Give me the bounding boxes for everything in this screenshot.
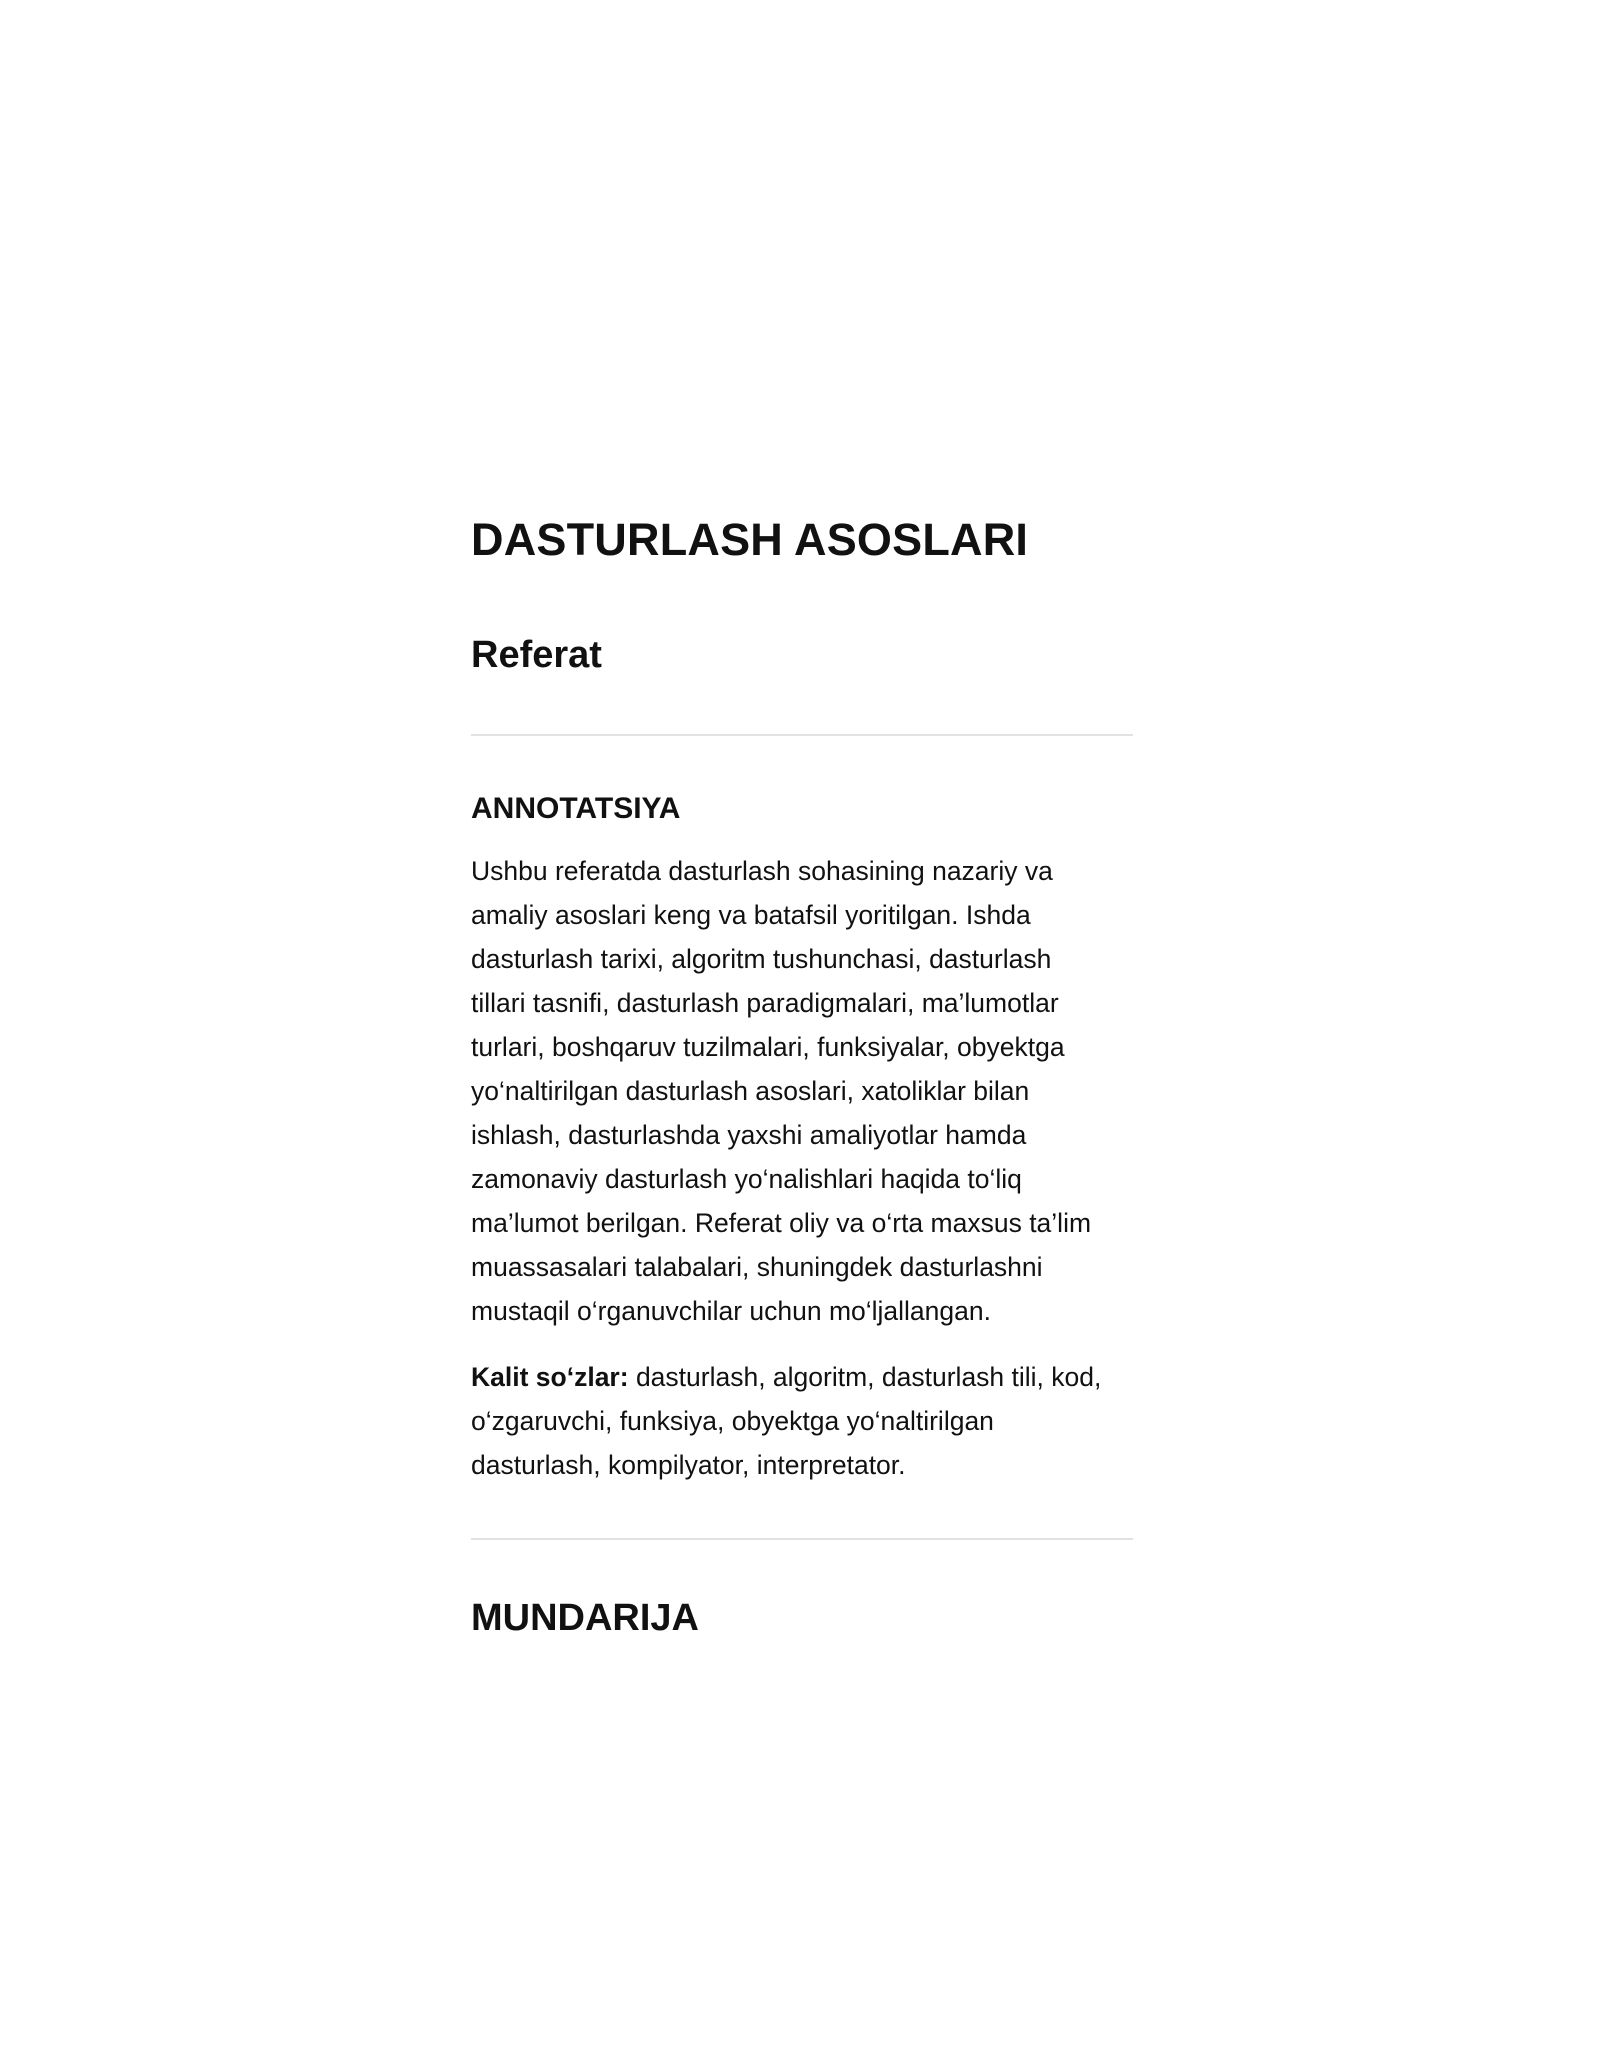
annotation-line: turlari, boshqaruv tuzilmalari, funksiyalar, obyektga (471, 1032, 1065, 1062)
document-title: DASTURLASH ASOSLARI (471, 514, 1029, 565)
keywords-paragraph (471, 1355, 1133, 1487)
keywords-text: dasturlash, algoritm, dasturlash tili, kod, (628, 1362, 1102, 1392)
annotation-line: amaliy asoslari keng va batafsil yoritilgan. Ishda (471, 900, 1031, 930)
annotation-line: mustaqil o‘rganuvchilar uchun mo‘ljallangan. (471, 1296, 991, 1326)
annotation-line: Ushbu referatda dasturlash sohasining nazariy va (471, 856, 1053, 886)
annotation-line: yo‘naltirilgan dasturlash asoslari, xatoliklar bilan (471, 1076, 1030, 1106)
keywords-line: o‘zgaruvchi, funksiya, obyektga yo‘naltirilgan (471, 1406, 994, 1436)
annotation-line: dasturlash tarixi, algoritm tushunchasi, dasturlash (471, 944, 1052, 974)
annotation-paragraph (471, 849, 1133, 1333)
section-divider-top (471, 734, 1133, 736)
annotation-line: ishlash, dasturlashda yaxshi amaliyotlar hamda (471, 1120, 1027, 1150)
document-subtitle: Referat (471, 634, 602, 676)
annotation-line: zamonaviy dasturlash yo‘nalishlari haqida to‘liq (471, 1164, 1022, 1194)
annotation-line: muassasalari talabalari, shuningdek dasturlashni (471, 1252, 1043, 1282)
section-divider-bottom (471, 1538, 1133, 1540)
keywords-line: dasturlash, kompilyator, interpretator. (471, 1450, 906, 1480)
annotation-line: tillari tasnifi, dasturlash paradigmalari, ma’lumotlar (471, 988, 1059, 1018)
keywords-label: Kalit so‘zlar: (471, 1362, 629, 1392)
annotation-heading: ANNOTATSIYA (471, 792, 681, 825)
annotation-line: ma’lumot berilgan. Referat oliy va o‘rta maxsus ta’lim (471, 1208, 1092, 1238)
contents-heading: MUNDARIJA (471, 1597, 699, 1639)
keywords-line (471, 1355, 1133, 1399)
